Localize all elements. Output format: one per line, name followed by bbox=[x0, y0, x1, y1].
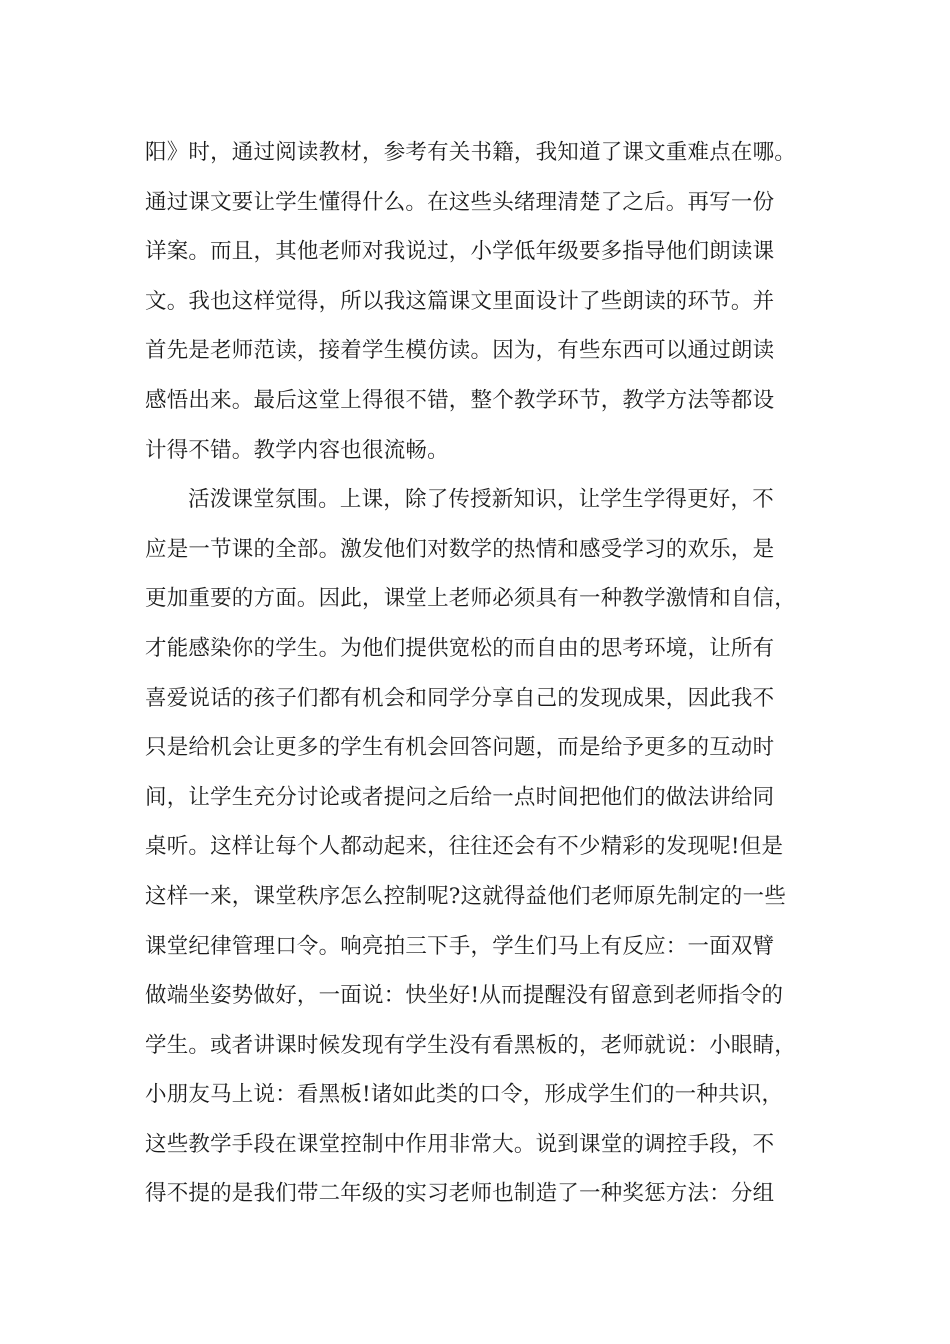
text-line: 更加重要的方面。因此，课堂上老师必须具有一种教学激情和自信， bbox=[145, 586, 797, 612]
text-line: 小朋友马上说：看黑板!诸如此类的口令，形成学生们的一种共识， bbox=[145, 1082, 784, 1108]
body-text bbox=[145, 128, 845, 1219]
text-line: 学生。或者讲课时候发现有学生没有看黑板的，老师就说：小眼睛， bbox=[145, 1032, 797, 1058]
text-line: 得不提的是我们带二年级的实习老师也制造了一种奖惩方法：分组 bbox=[145, 1181, 775, 1207]
text-line: 详案。而且，其他老师对我说过，小学低年级要多指导他们朗读课 bbox=[145, 239, 775, 265]
text-line: 计得不错。教学内容也很流畅。 bbox=[145, 437, 449, 463]
text-line: 文。我也这样觉得，所以我这篇课文里面设计了些朗读的环节。并 bbox=[145, 288, 775, 314]
text-line: 间，让学生充分讨论或者提问之后给一点时间把他们的做法讲给同 bbox=[145, 784, 775, 810]
paragraph-1 bbox=[145, 128, 845, 475]
text-line: 课堂纪律管理口令。响亮拍三下手，学生们马上有反应：一面双臂 bbox=[145, 933, 775, 959]
text-line: 桌听。这样让每个人都动起来，往往还会有不少精彩的发现呢!但是 bbox=[145, 834, 784, 860]
text-line: 喜爱说话的孩子们都有机会和同学分享自己的发现成果，因此我不 bbox=[145, 685, 775, 711]
text-line: 只是给机会让更多的学生有机会回答问题，而是给予更多的互动时 bbox=[145, 735, 775, 761]
text-line: 感悟出来。最后这堂上得很不错，整个教学环节，教学方法等都设 bbox=[145, 387, 775, 413]
paragraph-2 bbox=[145, 475, 845, 1219]
text-line: 做端坐姿势做好，一面说：快坐好!从而提醒没有留意到老师指令的 bbox=[145, 983, 784, 1009]
text-line: 才能感染你的学生。为他们提供宽松的而自由的思考环境，让所有 bbox=[145, 635, 775, 661]
text-line: 阳》时，通过阅读教材，参考有关书籍，我知道了课文重难点在哪。 bbox=[145, 140, 797, 165]
text-line: 这些教学手段在课堂控制中作用非常大。说到课堂的调控手段，不 bbox=[145, 1131, 775, 1157]
text-line: 通过课文要让学生懂得什么。在这些头绪理清楚了之后。再写一份 bbox=[145, 189, 775, 215]
text-line-indented: 活泼课堂氛围。上课，除了传授新知识，让学生学得更好，不 bbox=[188, 487, 774, 513]
text-line: 这样一来，课堂秩序怎么控制呢?这就得益他们老师原先制定的一些 bbox=[145, 883, 787, 909]
text-line: 应是一节课的全部。激发他们对数学的热情和感受学习的欢乐，是 bbox=[145, 536, 775, 562]
text-line: 首先是老师范读，接着学生模仿读。因为，有些东西可以通过朗读 bbox=[145, 338, 775, 364]
